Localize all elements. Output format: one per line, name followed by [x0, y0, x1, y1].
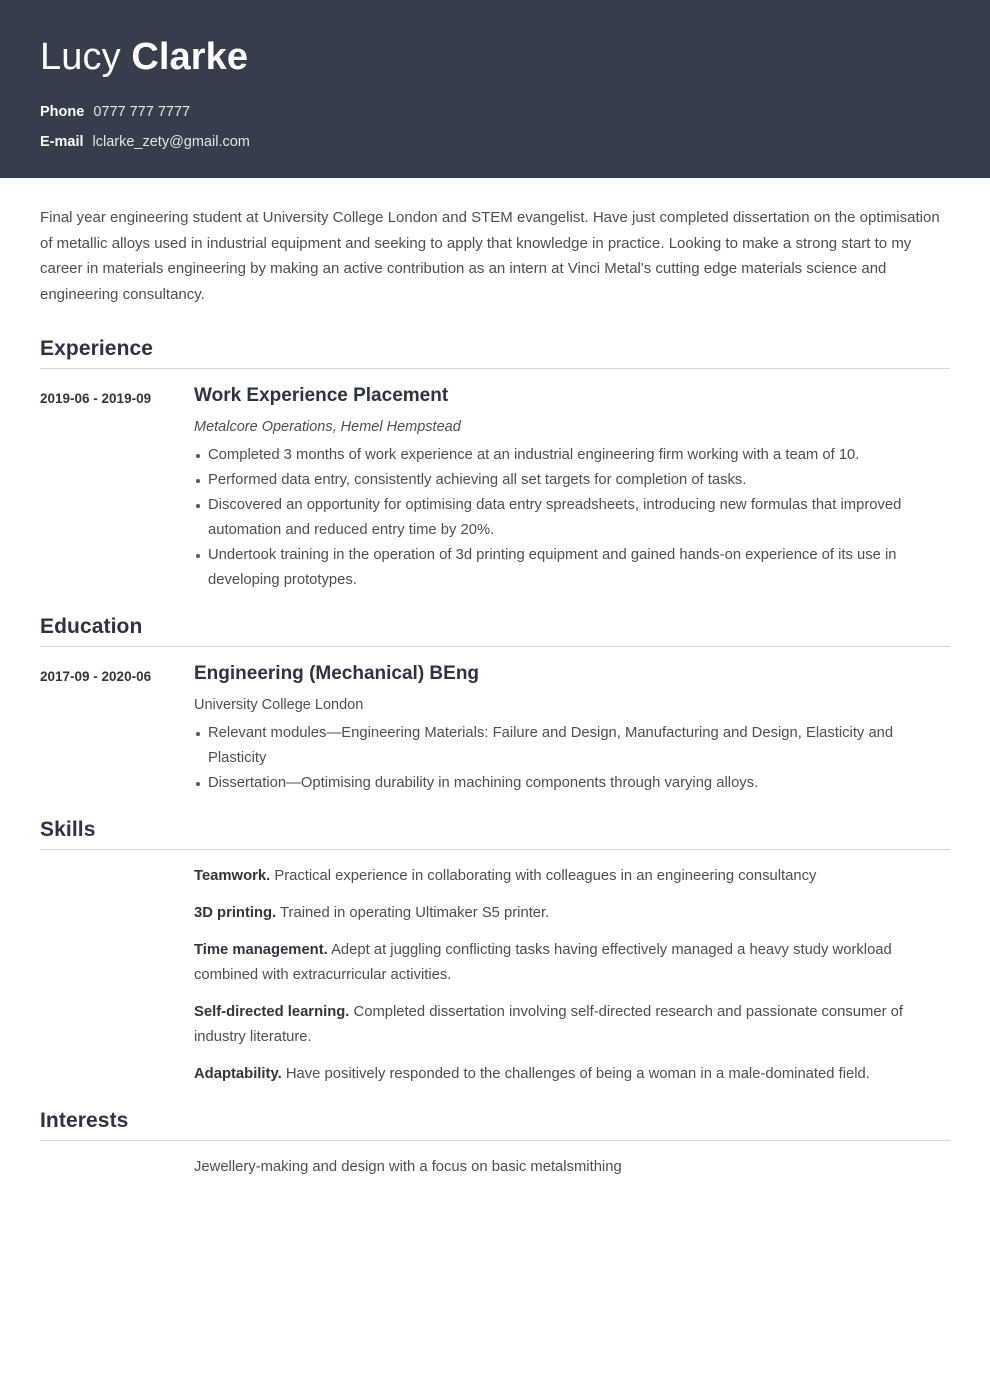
education-dates: 2017-09 - 2020-06 [40, 669, 152, 684]
list-item [194, 938, 950, 988]
education-entry [40, 661, 950, 796]
skills-list [194, 864, 950, 1087]
experience-bullet-list [194, 443, 950, 593]
candidate-first-name: Lucy [40, 36, 121, 78]
resume-body [0, 178, 990, 1180]
list-item: Undertook training in the operation of 3d printing equipment and gained hands-on experience of its use in developing prototypes. [194, 543, 950, 593]
section-title-skills: Skills [40, 818, 96, 841]
skill-description: Completed dissertation involving self-directed research and passionate consumer of industry literature. [194, 1004, 903, 1045]
skill-name: Self-directed learning. [194, 1004, 350, 1020]
section-experience [40, 337, 950, 593]
section-education [40, 615, 950, 796]
list-item [194, 1062, 950, 1087]
section-title-education: Education [40, 615, 143, 638]
section-divider-skills [40, 849, 950, 850]
education-degree: Engineering (Mechanical) BEng [194, 663, 480, 684]
list-item: Dissertation—Optimising durability in machining components through varying alloys. [194, 771, 950, 796]
skill-description: Have positively responded to the challenges of being a woman in a male-dominated field. [285, 1066, 870, 1082]
interests-entry [40, 1155, 950, 1180]
experience-job-title: Work Experience Placement [194, 385, 449, 406]
section-divider-education [40, 646, 950, 647]
skill-name: Time management. [194, 942, 328, 958]
list-item: Relevant modules—Engineering Materials: Failure and Design, Manufacturing and Design, Elasticity and Plasticity [194, 721, 950, 771]
skill-name: Adaptability. [194, 1066, 282, 1082]
list-item [194, 864, 950, 889]
section-skills [40, 818, 950, 1087]
contact-value-email[interactable]: lclarke_zety@gmail.com [92, 134, 250, 150]
section-interests [40, 1109, 950, 1180]
candidate-last-name: Clarke [131, 36, 249, 78]
contact-value-phone[interactable]: 0777 777 7777 [93, 104, 191, 120]
contact-label-phone: Phone [40, 104, 85, 120]
experience-company: Metalcore Operations, Hemel Hempstead [194, 419, 461, 435]
skill-description: Adept at juggling conflicting tasks having effectively managed a heavy study workload combined with extracurricular activities. [194, 942, 892, 983]
skill-description: Trained in operating Ultimaker S5 printer. [280, 905, 550, 921]
experience-entry [40, 383, 950, 593]
education-bullet-list [194, 721, 950, 796]
experience-details [194, 383, 950, 593]
list-item [194, 901, 950, 926]
list-item: Completed 3 months of work experience at an industrial engineering firm working with a team of 10. [194, 443, 950, 468]
skill-description: Practical experience in collaborating with colleagues in an engineering consultancy [274, 868, 817, 884]
contact-row-email [40, 132, 950, 152]
contact-label-email: E-mail [40, 134, 84, 150]
skills-entry [40, 864, 950, 1087]
section-divider-interests [40, 1140, 950, 1141]
section-title-interests: Interests [40, 1109, 129, 1132]
section-divider-experience [40, 368, 950, 369]
skill-name: 3D printing. [194, 905, 277, 921]
education-institution: University College London [194, 697, 364, 713]
list-item: Jewellery-making and design with a focus on basic metalsmithing [194, 1159, 622, 1175]
list-item [194, 1000, 950, 1050]
experience-dates: 2019-06 - 2019-09 [40, 391, 152, 406]
list-item: Discovered an opportunity for optimising data entry spreadsheets, introducing new formulas that improved automation and reduced entry time by 20%. [194, 493, 950, 543]
skill-name: Teamwork. [194, 868, 271, 884]
contact-row-phone [40, 102, 950, 122]
interests-list [194, 1155, 950, 1180]
section-title-experience: Experience [40, 337, 154, 360]
resume-header [0, 0, 990, 178]
list-item: Performed data entry, consistently achieving all set targets for completion of tasks. [194, 468, 950, 493]
professional-summary: Final year engineering student at University College London and STEM evangelist. Have just completed dissertation on the optimisation of metallic alloys used in industrial equipment and seeking to apply that knowledge in practice. Looking to make a strong start to my career in materials engineering by making an active contribution as an intern at Vinci Metal's cutting edge materials science and engineering consultancy. [40, 209, 940, 303]
candidate-name [40, 34, 950, 80]
education-details [194, 661, 950, 796]
